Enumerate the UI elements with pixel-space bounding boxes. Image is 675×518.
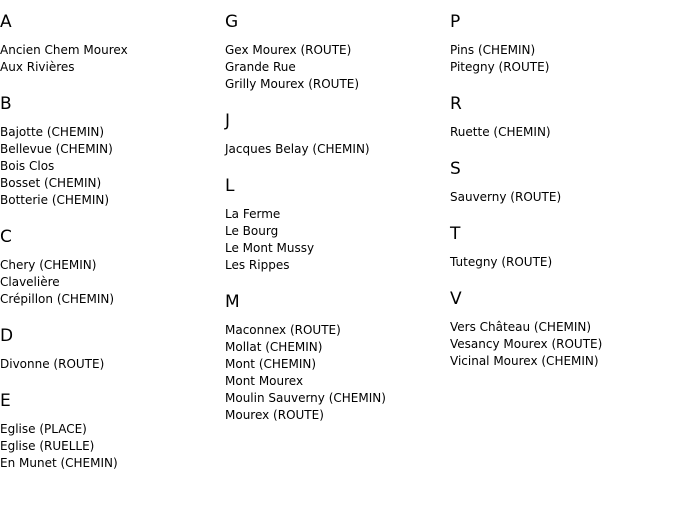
street-name: Moulin Sauverny (CHEMIN) <box>225 391 386 405</box>
street-list <box>225 206 450 274</box>
street-name: Mourex (ROUTE) <box>225 408 324 422</box>
street-name: Mont Mourex <box>225 374 304 388</box>
street-name: Sauverny (ROUTE) <box>450 190 562 204</box>
street-name: Eglise (RUELLE) <box>0 439 95 453</box>
street-list <box>0 42 225 76</box>
street-name: Vicinal Mourex (CHEMIN) <box>450 354 599 368</box>
section-letter-heading: D <box>0 326 14 346</box>
section-letter-heading: S <box>450 159 461 179</box>
section-letter-heading: T <box>450 224 461 244</box>
section-letter-heading: C <box>0 227 12 247</box>
street-name: En Munet (CHEMIN) <box>0 456 118 470</box>
section-letter-heading: R <box>450 94 462 114</box>
street-name: Les Rippes <box>225 258 290 272</box>
street-name: Ruette (CHEMIN) <box>450 125 551 139</box>
section-letter-heading: P <box>450 12 461 32</box>
street-name: Pins (CHEMIN) <box>450 43 536 57</box>
letter-section <box>225 12 450 93</box>
street-name: Divonne (ROUTE) <box>0 357 105 371</box>
street-list <box>225 322 450 424</box>
street-list <box>0 124 225 209</box>
street-name: Vers Château (CHEMIN) <box>450 320 592 334</box>
section-letter-heading: A <box>0 12 12 32</box>
letter-section <box>225 176 450 274</box>
street-name: Le Mont Mussy <box>225 241 315 255</box>
street-list <box>225 141 450 158</box>
letter-section <box>225 292 450 424</box>
street-list <box>450 42 675 76</box>
street-name: Bajotte (CHEMIN) <box>0 125 105 139</box>
letter-section <box>450 12 675 76</box>
section-letter-heading: B <box>0 94 12 114</box>
letter-section <box>450 159 675 206</box>
street-name: Maconnex (ROUTE) <box>225 323 341 337</box>
letter-section <box>450 224 675 271</box>
street-name: Eglise (PLACE) <box>0 422 87 436</box>
street-name: Mont (CHEMIN) <box>225 357 317 371</box>
street-name: Crépillon (CHEMIN) <box>0 292 115 306</box>
index-column <box>450 0 675 370</box>
section-letter-heading: J <box>225 111 231 131</box>
street-name: Ancien Chem Mourex <box>0 43 128 57</box>
street-name: Bosset (CHEMIN) <box>0 176 102 190</box>
letter-section <box>225 111 450 158</box>
section-letter-heading: M <box>225 292 240 312</box>
street-name: Vesancy Mourex (ROUTE) <box>450 337 603 351</box>
street-name: La Ferme <box>225 207 281 221</box>
index-column <box>0 0 225 472</box>
section-letter-heading: V <box>450 289 462 309</box>
street-list <box>0 356 225 373</box>
street-name: Clavelière <box>0 275 60 289</box>
letter-section <box>0 326 225 373</box>
street-name: Mollat (CHEMIN) <box>225 340 323 354</box>
street-list <box>450 254 675 271</box>
street-name: Gex Mourex (ROUTE) <box>225 43 352 57</box>
street-list <box>450 189 675 206</box>
letter-section <box>450 94 675 141</box>
street-list <box>0 421 225 472</box>
street-name: Botterie (CHEMIN) <box>0 193 110 207</box>
section-letter-heading: G <box>225 12 239 32</box>
street-list <box>225 42 450 93</box>
street-name: Pitegny (ROUTE) <box>450 60 550 74</box>
letter-section <box>0 227 225 308</box>
letter-section <box>450 289 675 370</box>
street-name: Bois Clos <box>0 159 55 173</box>
street-name: Tutegny (ROUTE) <box>450 255 553 269</box>
letter-section <box>0 391 225 472</box>
street-list <box>450 124 675 141</box>
street-list <box>450 319 675 370</box>
section-letter-heading: E <box>0 391 11 411</box>
street-name: Bellevue (CHEMIN) <box>0 142 113 156</box>
street-name: Grande Rue <box>225 60 296 74</box>
letter-section <box>0 94 225 209</box>
index-column <box>225 0 450 424</box>
street-name: Grilly Mourex (ROUTE) <box>225 77 360 91</box>
street-name: Chery (CHEMIN) <box>0 258 97 272</box>
letter-section <box>0 12 225 76</box>
street-name: Aux Rivières <box>0 60 75 74</box>
street-list <box>0 257 225 308</box>
street-name: Le Bourg <box>225 224 279 238</box>
section-letter-heading: L <box>225 176 235 196</box>
street-name: Jacques Belay (CHEMIN) <box>225 142 370 156</box>
